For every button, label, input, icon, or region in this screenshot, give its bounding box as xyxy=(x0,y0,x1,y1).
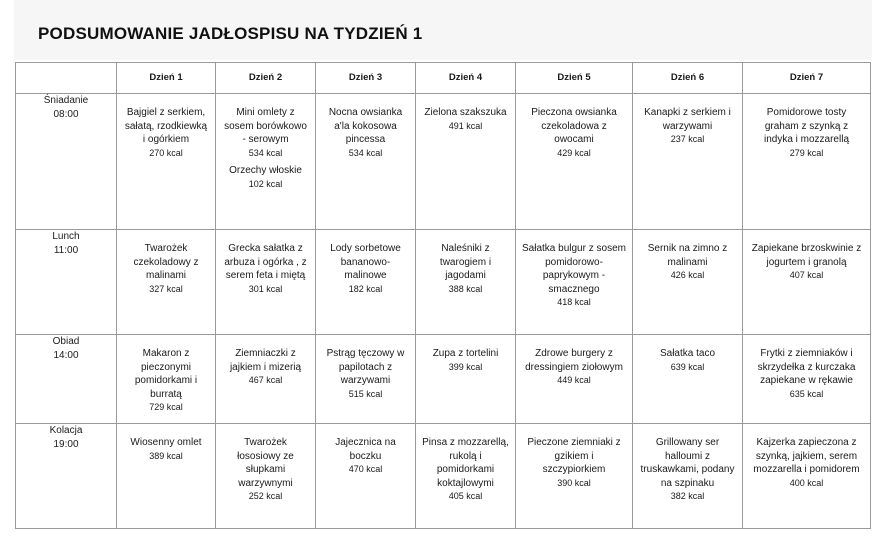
dish-name: Zielona szakszuka xyxy=(424,107,507,118)
dish-name: Grillowany ser halloumi z truskawkami, podany na szpinaku xyxy=(640,437,735,489)
dish-name: Twarożek czekoladowy z malinami xyxy=(133,243,199,281)
dish-kcal: 639 kcal xyxy=(670,361,705,372)
meal-cell xyxy=(416,94,516,230)
dish-kcal: 407 kcal xyxy=(789,270,824,280)
dish-name: Zdrowe burgery z dressingiem ziołowym xyxy=(525,348,623,373)
meal-name: Obiad xyxy=(52,336,80,347)
meal-cell xyxy=(117,94,216,230)
meal-time: 14:00 xyxy=(53,349,79,361)
day-header: Dzień 4 xyxy=(416,63,516,94)
dish-kcal: 237 kcal xyxy=(670,134,705,144)
day-header: Dzień 3 xyxy=(316,63,416,94)
dish-kcal: 534 kcal xyxy=(248,147,283,158)
dish-kcal: 418 kcal xyxy=(557,297,591,307)
dish-kcal: 467 kcal xyxy=(248,375,283,385)
meal-cell xyxy=(316,335,416,424)
meal-cell xyxy=(516,424,633,529)
dish-name: Pieczone ziemniaki z gzikiem i szczypiorkiem xyxy=(527,437,621,475)
dish-kcal: 635 kcal xyxy=(789,388,824,399)
dish-name: Sernik na zimno z malinami xyxy=(647,243,728,268)
dish-kcal: 534 kcal xyxy=(348,147,383,158)
page-title: PODSUMOWANIE JADŁOSPISU NA TYDZIEŃ 1 xyxy=(38,24,423,43)
meal-cell xyxy=(516,230,633,335)
dish-kcal: 301 kcal xyxy=(248,283,283,294)
dish-name: Sałatka bulgur z sosem pomidorowo-paprykowym - smacznego xyxy=(522,243,626,295)
meal-label xyxy=(16,94,117,230)
dish-name: Twarożek łososiowy ze słupkami warzywnymi xyxy=(237,437,294,489)
meal-cell xyxy=(416,424,516,529)
dish-name: Pomidorowe tosty graham z szynką z indyka i mozzarellą xyxy=(763,107,850,145)
meal-cell xyxy=(316,94,416,230)
dish-kcal: 426 kcal xyxy=(670,270,705,280)
meal-time: 08:00 xyxy=(53,108,79,120)
extra-dish-kcal: 102 kcal xyxy=(248,178,283,189)
dish-name: Makaron z pieczonymi pomidorkami i burratą xyxy=(134,348,198,400)
dish-name: Wiosenny omlet xyxy=(130,437,202,448)
meal-time: 19:00 xyxy=(53,438,79,450)
dish-kcal: 388 kcal xyxy=(448,283,483,294)
meal-row xyxy=(16,94,871,230)
day-header: Dzień 5 xyxy=(516,63,633,94)
dish-kcal: 382 kcal xyxy=(670,491,705,501)
meal-cell xyxy=(216,94,316,230)
dish-kcal: 252 kcal xyxy=(248,491,283,501)
dish-name: Kajzerka zapieczona z szynką, jajkiem, serem mozzarella i pomidorem xyxy=(753,437,860,475)
dish-kcal: 389 kcal xyxy=(149,450,183,461)
day-header: Dzień 2 xyxy=(216,63,316,94)
meal-row xyxy=(16,230,871,335)
meal-cell xyxy=(743,230,871,335)
dish-kcal: 429 kcal xyxy=(557,147,591,158)
dish-name: Pstrąg tęczowy w papilotach z warzywami xyxy=(326,348,405,386)
corner-cell xyxy=(16,63,117,94)
header-row xyxy=(16,63,871,94)
dish-name: Pieczona owsianka czekoladowa z owocami xyxy=(531,107,617,145)
meal-cell xyxy=(516,335,633,424)
dish-name: Zapiekane brzoskwinie z jogurtem i granolą xyxy=(751,243,862,268)
dish-kcal: 390 kcal xyxy=(557,477,591,488)
dish-name: Grecka sałatka z arbuza i ogórka , z serem feta i miętą xyxy=(224,243,307,281)
dish-name: Sałatka taco xyxy=(659,348,716,359)
dish-kcal: 729 kcal xyxy=(149,402,183,412)
meal-cell xyxy=(216,424,316,529)
meal-cell xyxy=(743,94,871,230)
dish-kcal: 515 kcal xyxy=(348,388,383,399)
dish-kcal: 399 kcal xyxy=(448,361,483,372)
meal-cell xyxy=(216,230,316,335)
dish-kcal: 400 kcal xyxy=(789,477,824,488)
meal-cell xyxy=(743,335,871,424)
meal-row xyxy=(16,335,871,424)
meal-cell xyxy=(743,424,871,529)
meal-cell xyxy=(633,94,743,230)
meal-name: Lunch xyxy=(52,231,80,242)
meal-cell xyxy=(316,230,416,335)
dish-name: Nocna owsianka a'la kokosowa pincessa xyxy=(328,107,403,145)
dish-name: Kanapki z serkiem i warzywami xyxy=(644,107,731,132)
dish-name: Ziemniaczki z jajkiem i mizerią xyxy=(229,348,302,373)
dish-name: Pinsa z mozzarellą, rukolą i pomidorkami koktajlowymi xyxy=(422,437,509,489)
meal-cell xyxy=(516,94,633,230)
dish-kcal: 182 kcal xyxy=(348,283,383,294)
dish-name: Bajgiel z serkiem, sałatą, rzodkiewką i ogórkiem xyxy=(124,107,208,145)
meal-row xyxy=(16,424,871,529)
dish-kcal: 270 kcal xyxy=(149,147,183,158)
meal-cell xyxy=(416,335,516,424)
dish-kcal: 449 kcal xyxy=(557,375,591,385)
dish-name: Mini omlety z sosem borówkowo - serowym xyxy=(224,107,307,145)
day-header: Dzień 7 xyxy=(743,63,871,94)
dish-kcal: 470 kcal xyxy=(348,464,383,474)
dish-kcal: 327 kcal xyxy=(149,283,183,294)
meal-cell xyxy=(316,424,416,529)
meal-time: 11:00 xyxy=(53,244,79,256)
meal-cell xyxy=(633,335,743,424)
meal-cell xyxy=(633,230,743,335)
day-header: Dzień 1 xyxy=(117,63,216,94)
meal-label xyxy=(16,230,117,335)
meal-label xyxy=(16,335,117,424)
dish-kcal: 405 kcal xyxy=(448,491,483,501)
meal-cell xyxy=(117,335,216,424)
dish-name: Jajecznica na boczku xyxy=(335,437,396,462)
day-header: Dzień 6 xyxy=(633,63,743,94)
meal-name: Śniadanie xyxy=(43,95,89,106)
dish-name: Zupa z tortelini xyxy=(432,348,499,359)
meal-cell xyxy=(216,335,316,424)
meal-cell xyxy=(633,424,743,529)
meal-cell xyxy=(117,424,216,529)
meal-name: Kolacja xyxy=(49,425,83,436)
dish-name: Lody sorbetowe bananowo-malinowe xyxy=(330,243,401,281)
dish-name: Frytki z ziemniaków i skrzydełka z kurczaka zapiekane w rękawie xyxy=(757,348,856,386)
dish-kcal: 279 kcal xyxy=(789,147,824,158)
extra-dish-name: Orzechy włoskie xyxy=(229,165,302,176)
meal-plan-table xyxy=(15,62,871,529)
meal-cell xyxy=(117,230,216,335)
meal-label xyxy=(16,424,117,529)
dish-name: Naleśniki z twarogiem i jagodami xyxy=(439,243,492,281)
dish-kcal: 491 kcal xyxy=(448,120,483,131)
meal-cell xyxy=(416,230,516,335)
